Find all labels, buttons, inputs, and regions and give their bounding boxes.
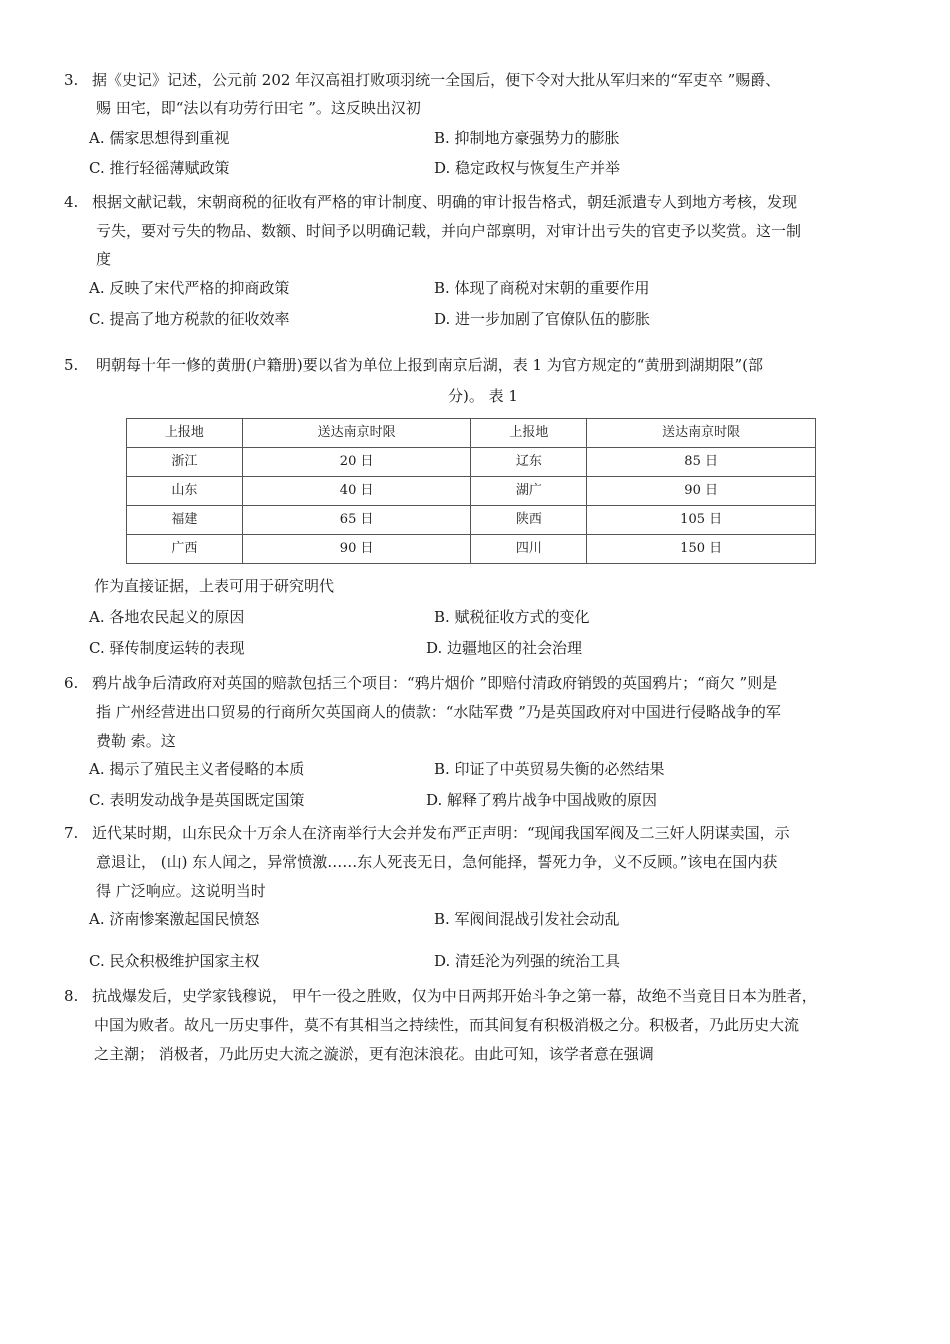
question-number: 3. <box>64 71 79 89</box>
table-caption: 分)。 表 1 <box>448 387 518 405</box>
option-b[interactable]: B. 军阀间混战引发社会动乱 <box>434 910 620 928</box>
option-b[interactable]: B. 抑制地方豪强势力的膨胀 <box>434 129 620 147</box>
table-cell: 85 日 <box>587 448 816 477</box>
table-header-cell: 上报地 <box>471 419 587 448</box>
question-stem-line: 近代某时期，山东民众十万余人在济南举行大会并发布严正声明：“现闻我国军阀及二三奸人阴谋卖国，示 <box>92 824 790 842</box>
table-cell: 90 日 <box>242 535 471 564</box>
question-number: 7. <box>64 824 79 842</box>
option-c[interactable]: C. 表明发动战争是英国既定国策 <box>89 791 305 809</box>
table-header-cell: 送达南京时限 <box>242 419 471 448</box>
question-stem-line: 度 <box>96 250 112 268</box>
table-cell: 广西 <box>127 535 243 564</box>
option-d[interactable]: D. 进一步加剧了官僚队伍的膨胀 <box>434 310 651 328</box>
option-c[interactable]: C. 驿传制度运转的表现 <box>89 639 245 657</box>
question-stem-line: 据《史记》记述，公元前 202 年汉高祖打败项羽统一全国后，便下令对大批从军归来的“军吏卒 ”赐爵、 <box>92 71 781 89</box>
option-d[interactable]: D. 清廷沦为列强的统治工具 <box>434 952 621 970</box>
question-stem-line: 中国为败者。故凡一历史事件，莫不有其相当之持续性，而其间复有积极消极之分。积极者，乃此历史大流 <box>94 1016 800 1034</box>
table-cell: 福建 <box>127 506 243 535</box>
option-c[interactable]: C. 民众积极维护国家主权 <box>89 952 260 970</box>
table-cell: 辽东 <box>471 448 587 477</box>
table-cell: 150 日 <box>587 535 816 564</box>
table-cell: 90 日 <box>587 477 816 506</box>
question-stem-line: 抗战爆发后，史学家钱穆说， 甲午一役之胜败，仅为中日两邦开始斗争之第一幕，故绝不当竟目日本为胜者， <box>92 987 817 1005</box>
deadline-table <box>126 418 816 564</box>
option-a[interactable]: A. 济南惨案激起国民愤怒 <box>89 910 260 928</box>
table-cell: 湖广 <box>471 477 587 506</box>
table-cell: 浙江 <box>127 448 243 477</box>
question-stem-line: 明朝每十年一修的黄册(户籍册)要以省为单位上报到南京后湖，表 1 为官方规定的“黄册到湖期限”(部 <box>96 356 763 374</box>
question-stem-line: 意退让， (山) 东人闻之，异常愤激……东人死丧无日，急何能择，誓死力争，义不反顾。”该电在国内获 <box>96 853 778 871</box>
option-b[interactable]: B. 印证了中英贸易失衡的必然结果 <box>434 760 665 778</box>
question-stem-line: 作为直接证据，上表可用于研究明代 <box>94 577 335 595</box>
table-header-row <box>127 419 816 448</box>
question-number: 4. <box>64 193 79 211</box>
table-cell: 40 日 <box>242 477 471 506</box>
question-stem-line: 鸦片战争后清政府对英国的赔款包括三个项目：“鸦片烟价 ”即赔付清政府销毁的英国鸦片；“商欠 ”则是 <box>92 674 778 692</box>
question-stem-line: 得 广泛响应。这说明当时 <box>96 882 266 900</box>
question-stem-line: 指 广州经营进出口贸易的行商所欠英国商人的债款：“水陆军费 ”乃是英国政府对中国进行侵略战争的军 <box>96 703 781 721</box>
table-cell: 20 日 <box>242 448 471 477</box>
question-stem-line: 之主潮； 消极者，乃此历史大流之漩淤，更有泡沫浪花。由此可知，该学者意在强调 <box>94 1045 654 1063</box>
table-cell: 65 日 <box>242 506 471 535</box>
question-stem-line: 根据文献记载，宋朝商税的征收有严格的审计制度、明确的审计报告格式，朝廷派遣专人到地方考核，发现 <box>92 193 798 211</box>
option-c[interactable]: C. 提高了地方税款的征收效率 <box>89 310 290 328</box>
question-number: 8. <box>64 987 79 1005</box>
question-number: 6. <box>64 674 79 692</box>
table-cell: 陕西 <box>471 506 587 535</box>
table-row <box>127 535 816 564</box>
table-header-cell: 上报地 <box>127 419 243 448</box>
option-b[interactable]: B. 体现了商税对宋朝的重要作用 <box>434 279 650 297</box>
option-d[interactable]: D. 稳定政权与恢复生产并举 <box>434 159 621 177</box>
option-a[interactable]: A. 儒家思想得到重视 <box>89 129 230 147</box>
option-d[interactable]: D. 边疆地区的社会治理 <box>426 639 583 657</box>
table-cell: 105 日 <box>587 506 816 535</box>
table-cell: 四川 <box>471 535 587 564</box>
option-a[interactable]: A. 反映了宋代严格的抑商政策 <box>89 279 290 297</box>
table-row <box>127 477 816 506</box>
question-number: 5. <box>64 356 79 374</box>
question-stem-line: 费勒 索。这 <box>96 732 176 750</box>
table-header-cell: 送达南京时限 <box>587 419 816 448</box>
question-stem-line: 赐 田宅，即“法以有功劳行田宅 ”。这反映出汉初 <box>96 99 421 117</box>
option-c[interactable]: C. 推行轻徭薄赋政策 <box>89 159 230 177</box>
table-row <box>127 448 816 477</box>
option-b[interactable]: B. 赋税征收方式的变化 <box>434 608 590 626</box>
option-d[interactable]: D. 解释了鸦片战争中国战败的原因 <box>426 791 658 809</box>
question-stem-line: 亏失，要对亏失的物品、数额、时间予以明确记载，并向户部禀明，对审计出亏失的官吏予以奖赏。这一制 <box>96 222 802 240</box>
option-a[interactable]: A. 揭示了殖民主义者侵略的本质 <box>89 760 305 778</box>
option-a[interactable]: A. 各地农民起义的原因 <box>89 608 245 626</box>
table-cell: 山东 <box>127 477 243 506</box>
table-row <box>127 506 816 535</box>
